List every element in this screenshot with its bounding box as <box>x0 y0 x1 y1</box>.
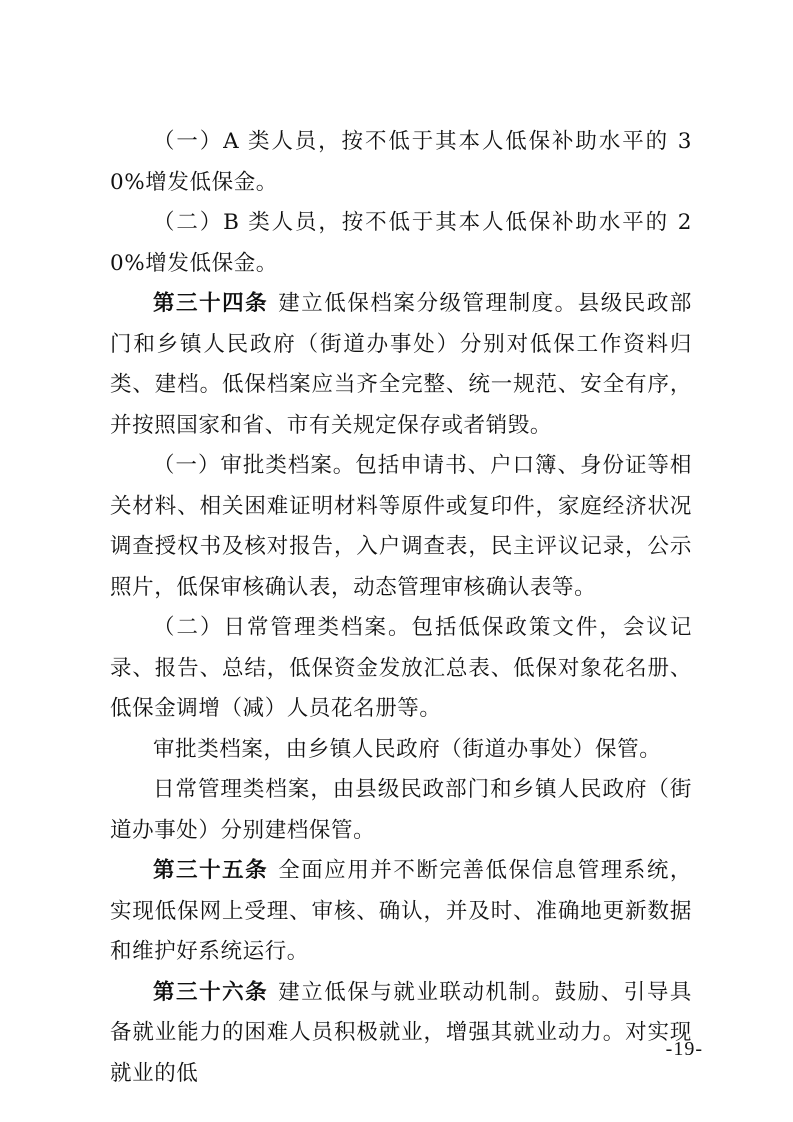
article-number: 第三十四条 <box>153 291 269 316</box>
paragraph-category-b <box>110 203 692 284</box>
paragraph-text: 审批类档案，由乡镇人民政府（街道办事处）保管。 <box>153 736 662 762</box>
paragraph-text: 全面应用并不断完善低保信息管理系统，实现低保网上受理、审核、确认，并及时、准确地更新数据和维护好系统运行。 <box>110 858 692 964</box>
paragraph-approval-custody <box>110 730 692 771</box>
document-body <box>110 122 692 1094</box>
paragraph-text: （一）审批类档案。包括申请书、户口簿、身份证等相关材料、相关困难证明材料等原件或复印件，家庭经济状况调查授权书及核对报告，入户调查表，民主评议记录，公示照片，低保审核确认表，动态管理审核确认表等。 <box>110 453 692 600</box>
paragraph-daily-archives <box>110 608 692 730</box>
paragraph-text: 建立低保与就业联动机制。鼓励、引导具备就业能力的困难人员积极就业，增强其就业动力。对实现就业的低 <box>110 979 692 1086</box>
paragraph-text: 日常管理类档案，由县级民政部门和乡镇人民政府（街道办事处）分别建档保管。 <box>110 777 692 843</box>
article-35 <box>110 851 692 973</box>
article-number: 第三十六条 <box>153 979 269 1005</box>
paragraph-text: 建立低保档案分级管理制度。县级民政部门和乡镇人民政府（街道办事处）分别对低保工作资料归类、建档。低保档案应当齐全完整、统一规范、安全有序，并按照国家和省、市有关规定保存或者销毁。 <box>110 291 692 438</box>
paragraph-text: （二）日常管理类档案。包括低保政策文件，会议记录、报告、总结，低保资金发放汇总表、低保对象花名册、低保金调增（减）人员花名册等。 <box>110 615 692 721</box>
paragraph-daily-custody <box>110 770 692 851</box>
paragraph-approval-archives <box>110 446 692 608</box>
paragraph-text: （一）A 类人员，按不低于其本人低保补助水平的 30%增发低保金。 <box>110 129 692 195</box>
article-36 <box>110 973 692 1095</box>
page-number: -19- <box>665 1038 703 1060</box>
paragraph-text: （二）B 类人员，按不低于其本人低保补助水平的 20%增发低保金。 <box>110 210 692 276</box>
article-34 <box>110 284 692 446</box>
article-number: 第三十五条 <box>153 858 269 883</box>
paragraph-category-a <box>110 122 692 203</box>
